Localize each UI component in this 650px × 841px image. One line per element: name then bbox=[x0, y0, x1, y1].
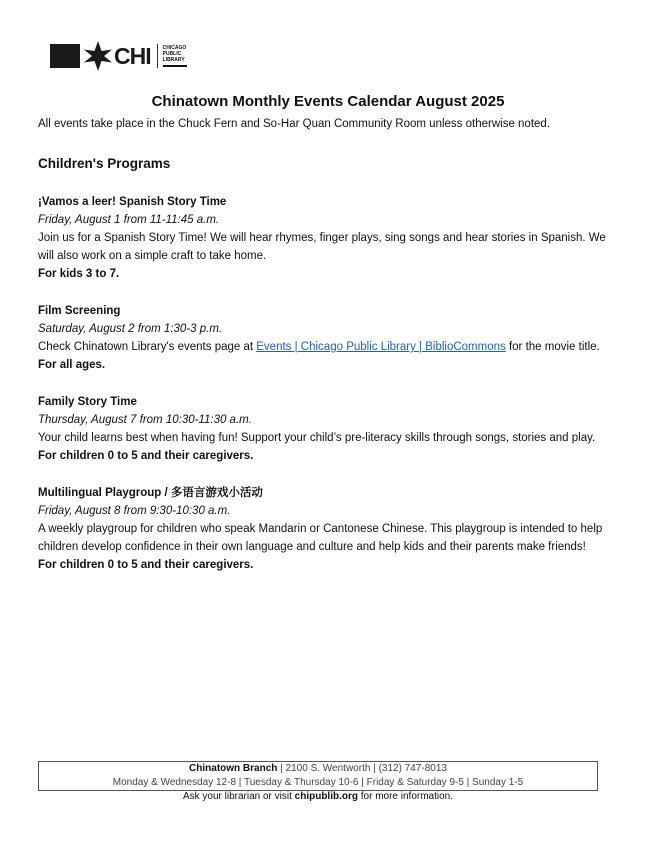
event-description: A weekly playgroup for children who speak Mandarin or Cantonese Chinese. This playgroup is intended to help children develop confidence in their own language and culture and help kids and their parents make friends! bbox=[38, 523, 603, 553]
section-heading: Children's Programs bbox=[38, 156, 171, 171]
event-name: Film Screening bbox=[38, 305, 121, 317]
event-item bbox=[38, 302, 618, 374]
description-text: Check Chinatown Library's events page at bbox=[38, 341, 257, 353]
branch-info-box bbox=[38, 761, 598, 791]
event-description: Your child learns best when having fun! Support your child’s pre-literacy skills through songs, stories and play. bbox=[38, 432, 596, 444]
event-item bbox=[38, 193, 618, 283]
logo-org-line: CHICAGO bbox=[162, 45, 187, 51]
page-title: Chinatown Monthly Events Calendar August 2025 bbox=[151, 93, 505, 110]
event-description bbox=[38, 338, 618, 356]
event-name: Family Story Time bbox=[38, 396, 137, 408]
logo-divider bbox=[157, 44, 158, 68]
branch-hours: Monday & Wednesday 12-8 | Tuesday & Thursday 10-6 | Friday & Saturday 9-5 | Sunday 1-5 bbox=[112, 777, 524, 788]
event-item bbox=[38, 484, 618, 574]
logo-org-line: PUBLIC bbox=[162, 51, 182, 57]
event-audience: For children 0 to 5 and their caregivers. bbox=[38, 559, 254, 571]
star-icon bbox=[83, 40, 113, 72]
event-date: Saturday, August 2 from 1:30-3 p.m. bbox=[38, 323, 223, 335]
website-link[interactable]: chipublib.org bbox=[294, 791, 358, 802]
event-item bbox=[38, 393, 618, 465]
logo-underline bbox=[163, 65, 187, 67]
description-text: for the movie title. bbox=[505, 341, 600, 353]
branch-contact bbox=[39, 762, 597, 776]
event-date: Thursday, August 7 from 10:30-11:30 a.m. bbox=[38, 414, 252, 426]
document-body bbox=[38, 92, 618, 574]
logo-mark: CHI bbox=[114, 42, 151, 69]
intro-text: All events take place in the Chuck Fern and So-Har Quan Community Room unless otherwise noted. bbox=[38, 118, 551, 130]
logo-org-name bbox=[163, 45, 187, 67]
branch-name: Chinatown Branch bbox=[189, 763, 278, 774]
event-name: ¡Vamos a leer! Spanish Story Time bbox=[38, 196, 227, 208]
event-date: Friday, August 1 from 11-11:45 a.m. bbox=[38, 214, 220, 226]
logo-org-line: LIBRARY bbox=[162, 57, 185, 63]
event-audience: For children 0 to 5 and their caregivers. bbox=[38, 450, 254, 462]
event-name: Multilingual Playgroup / 多语言游戏小活动 bbox=[38, 487, 263, 499]
library-logo bbox=[50, 40, 187, 72]
event-audience: For all ages. bbox=[38, 359, 106, 371]
event-description: Join us for a Spanish Story Time! We will hear rhymes, finger plays, sing songs and hear stories in Spanish. We will also work on a simple craft to take home. bbox=[38, 232, 606, 262]
footer-note bbox=[38, 790, 598, 804]
events-page-link[interactable]: Events | Chicago Public Library | BiblioCommons bbox=[256, 341, 506, 353]
event-audience: For kids 3 to 7. bbox=[38, 268, 120, 280]
logo-block bbox=[50, 44, 80, 68]
footer-note-text: for more information. bbox=[357, 791, 454, 802]
event-date: Friday, August 8 from 9:30-10:30 a.m. bbox=[38, 505, 231, 517]
branch-address-phone: | 2100 S. Wentworth | (312) 747-8013 bbox=[277, 763, 447, 774]
footer-note-text: Ask your librarian or visit bbox=[182, 791, 295, 802]
